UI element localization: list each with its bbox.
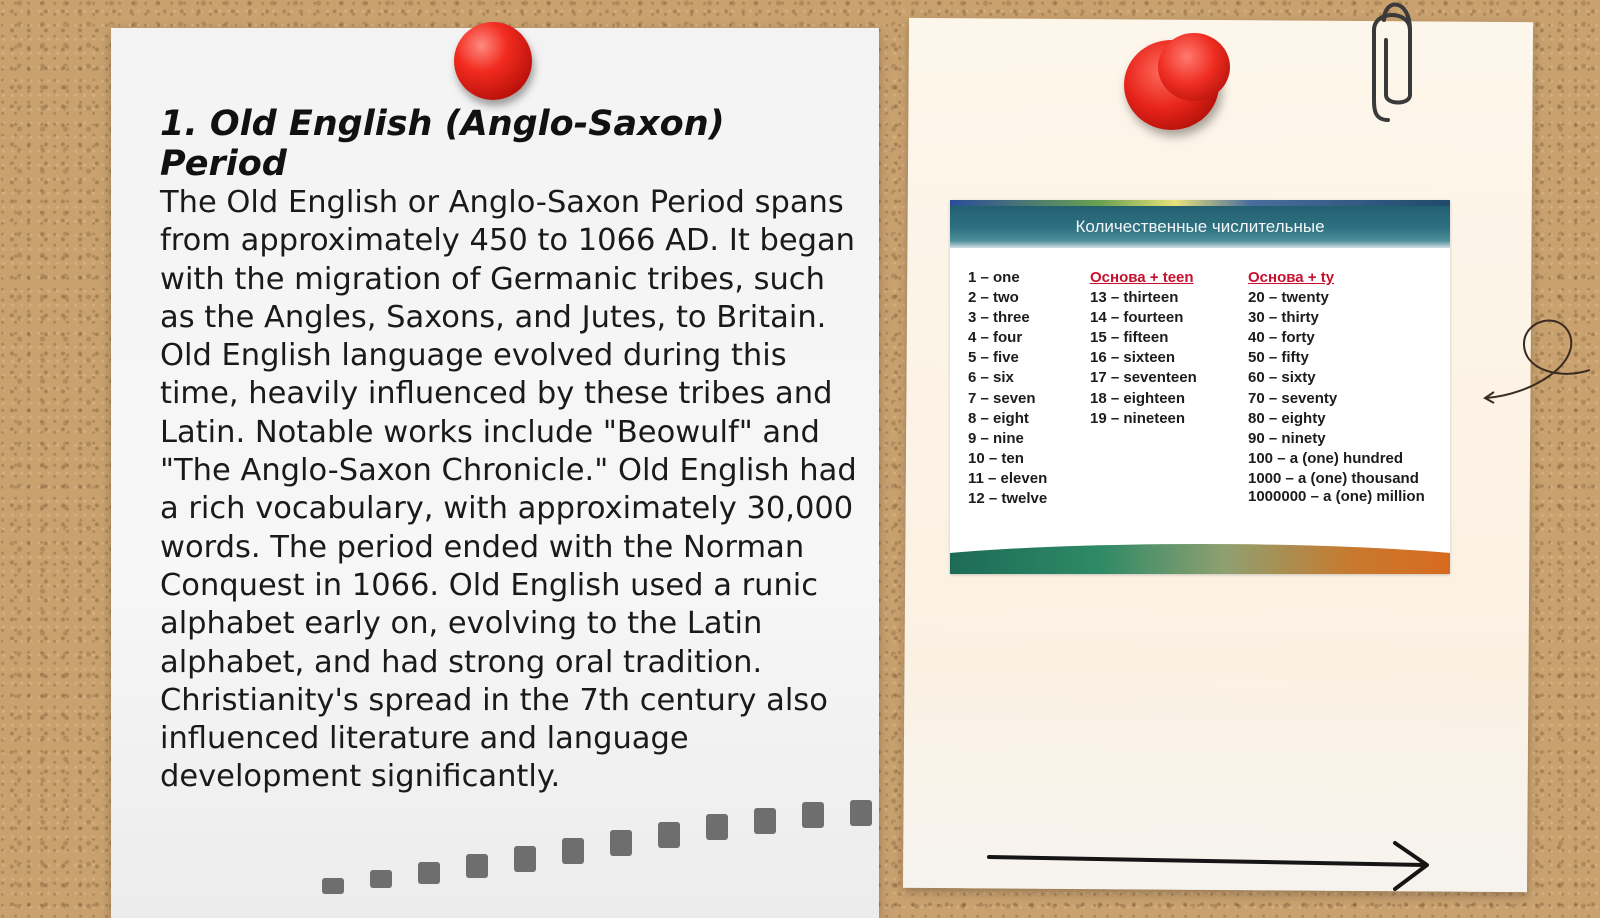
paperclip-icon (1370, 0, 1420, 125)
loop-arrow-doodle-icon (1480, 310, 1590, 410)
table-row: 1000000 – a (one) million (1248, 488, 1425, 506)
table-row: 8 – eight (968, 409, 1029, 427)
table-row: 60 – sixty (1248, 369, 1316, 387)
table-row: 14 – fourteen (1090, 309, 1184, 327)
table-row: 9 – nine (968, 429, 1024, 447)
table-row: 16 – sixteen (1090, 349, 1176, 367)
table-row: 1 – one (968, 269, 1020, 286)
table-footer-band (950, 544, 1450, 574)
table-header-decoration (950, 200, 1450, 206)
column-header-ty: Основа + ty (1248, 269, 1335, 286)
table-row: 17 – seventeen (1090, 369, 1197, 387)
table-row: 80 – eighty (1248, 409, 1326, 427)
table-title: Количественные числительные (1075, 217, 1325, 236)
numbers-table-image (950, 200, 1450, 574)
table-row: 13 – thirteen (1090, 289, 1179, 307)
table-row: 30 – thirty (1248, 309, 1319, 327)
table-row: 15 – fifteen (1090, 329, 1169, 347)
table-row: 19 – nineteen (1090, 409, 1186, 427)
table-row: 100 – a (one) hundred (1248, 449, 1404, 467)
column-header-teen: Основа + teen (1090, 269, 1194, 286)
table-row: 70 – seventy (1248, 389, 1338, 407)
numbers-column-1-12 (968, 268, 1047, 509)
page-title: 1. Old English (Anglo-Saxon) Period (160, 104, 725, 184)
table-row: 50 – fifty (1248, 349, 1309, 367)
numbers-column-teens (1090, 268, 1197, 429)
table-row: 20 – twenty (1248, 289, 1329, 307)
notebook-tear-edge (300, 800, 880, 900)
table-row: 7 – seven (968, 389, 1036, 407)
table-row: 3 – three (968, 309, 1030, 327)
table-row: 18 – eighteen (1090, 389, 1186, 407)
table-row: 40 – forty (1248, 329, 1315, 347)
table-row: 1000 – a (one) thousand (1248, 469, 1419, 487)
table-row: 90 – ninety (1248, 429, 1326, 447)
table-row: 2 – two (968, 289, 1019, 307)
numbers-column-tens (1248, 268, 1444, 505)
red-pushpin-icon (454, 22, 532, 100)
right-arrow-icon (985, 835, 1445, 895)
table-row: 6 – six (968, 369, 1014, 387)
body-paragraph: The Old English or Anglo-Saxon Period spans from approximately 450 to 1066 AD. It began with the migration of Germanic tribes, such as the Angles, Saxons, and Jutes, to Britain. Old English language evolved during this time, heavily influenced by these tribes and Latin. Notable works include "Beowulf" and "The Anglo-Saxon Chronicle." Old English had a rich vocabulary, with approximately 30,000 words. The period ended with the Norman Conquest in 1066. Old English used a runic alphabet early on, evolving to the Latin alphabet, and had strong oral tradition. Christianity's spread in the 7th century also influenced literature and language development significantly. (160, 185, 857, 795)
table-row: 4 – four (968, 329, 1023, 347)
table-row: 5 – five (968, 349, 1019, 367)
table-row: 10 – ten (968, 449, 1024, 467)
table-row: 11 – eleven (968, 469, 1048, 487)
table-row: 12 – twelve (968, 490, 1048, 508)
red-pushpin-head-icon (1158, 33, 1230, 101)
